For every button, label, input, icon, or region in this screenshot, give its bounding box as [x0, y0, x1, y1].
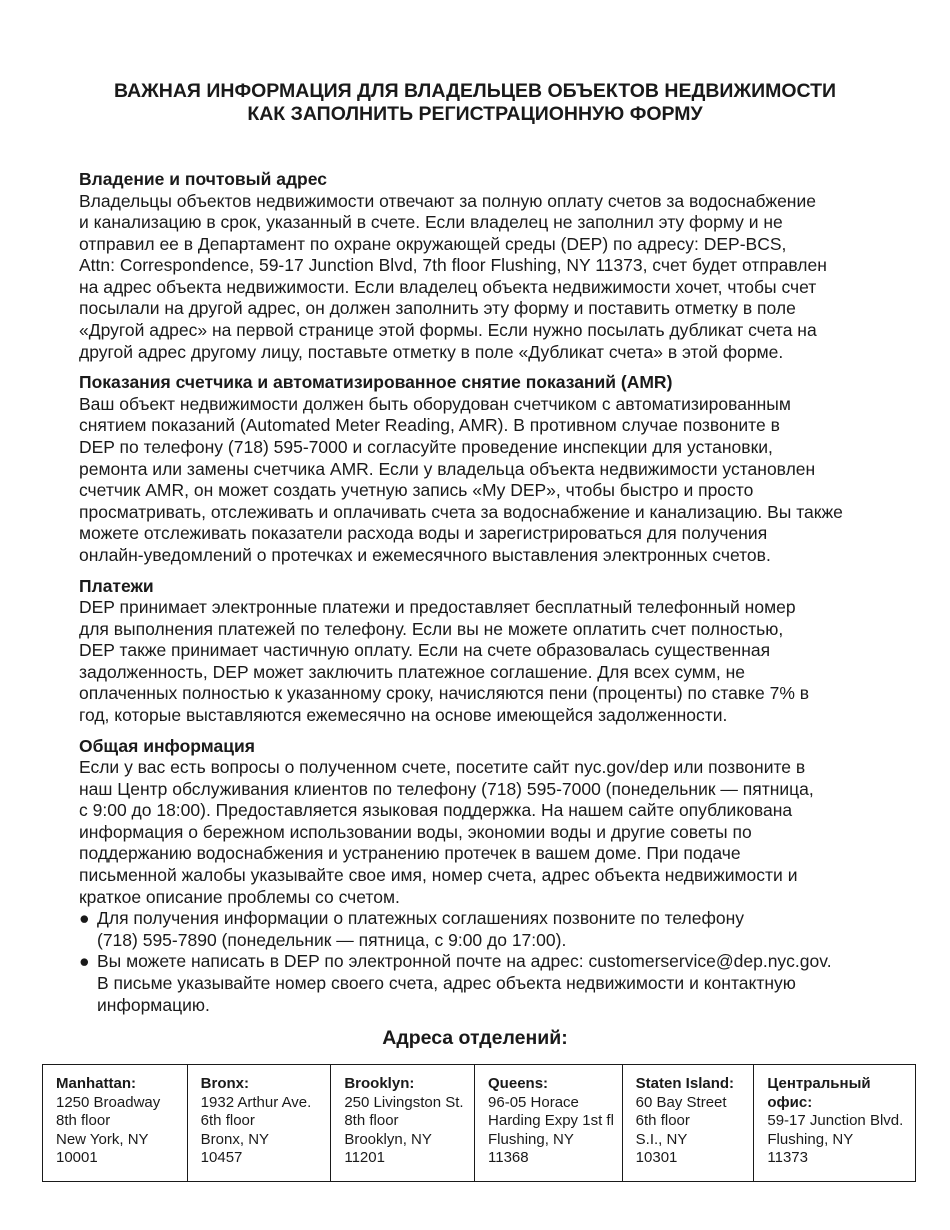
paragraph-line: на адрес объекта недвижимости. Если владелец объекта недвижимости хочет, чтобы счет: [79, 276, 817, 297]
office-address-line: S.I., NY: [635, 1130, 688, 1148]
paragraph-line: снятием показаний (Automated Meter Reading, AMR). В противном случае позвоните в: [79, 415, 780, 436]
paragraph-line: просматривать, отслеживать и оплачивать счета за водоснабжение и канализацию. Вы также: [79, 501, 843, 522]
office-address-line: Harding Expy 1st fl: [488, 1112, 614, 1130]
office-address-line: 59-17 Junction Blvd.: [767, 1112, 904, 1130]
paragraph-line: Если у вас есть вопросы о полученном счете, посетите сайт nyc.gov/dep или позвоните в: [79, 757, 806, 778]
paragraph-line: Attn: Correspondence, 59-17 Junction Blvd, 7th floor Flushing, NY 11373, счет будет отправлен: [79, 255, 827, 276]
office-name: Brooklyn:: [344, 1075, 415, 1092]
bullet-line: информацию.: [97, 994, 210, 1015]
office-name: Staten Island:: [635, 1075, 735, 1092]
section-heading: Общая информация: [79, 735, 255, 756]
paragraph-line: счетчик AMR, он может создать учетную запись «My DEP», чтобы быстро и просто: [79, 480, 754, 501]
office-address-line: 1250 Broadway: [56, 1093, 161, 1111]
paragraph-line: DEP также принимает частичную оплату. Если на счете образовалась существенная: [79, 640, 771, 661]
office-address-line: 11373: [767, 1149, 808, 1167]
offices-title: Адреса отделений:: [382, 1027, 568, 1049]
office-address-line: 6th floor: [635, 1112, 690, 1130]
office-address-line: 60 Bay Street: [635, 1093, 727, 1111]
paragraph-line: наш Центр обслуживания клиентов по телефону (718) 595-7000 (понедельник — пятница,: [79, 778, 814, 799]
paragraph-line: посылали на другой адрес, он должен заполнить эту форму и поставить отметку в поле: [79, 298, 796, 319]
office-name: Manhattan:: [56, 1075, 136, 1092]
paragraph-line: оплаченных полностью к указанному сроку, начисляются пени (проценты) по ставке 7% в: [79, 683, 810, 704]
paragraph-line: краткое описание проблемы со счетом.: [79, 886, 400, 907]
office-name: Queens:: [488, 1075, 549, 1092]
bullet-line: Вы можете написать в DEP по электронной почте на адрес: customerservice@dep.nyc.gov.: [97, 951, 832, 972]
paragraph-line: Ваш объект недвижимости должен быть оборудован счетчиком с автоматизированным: [79, 393, 791, 414]
section-heading: Платежи: [79, 575, 154, 596]
office-address-line: 10301: [635, 1149, 678, 1167]
paragraph-line: онлайн-уведомлений о протечках и ежемесячного выставления электронных счетов.: [79, 544, 771, 565]
office-address-line: Flushing, NY: [767, 1130, 854, 1148]
bullet-line: (718) 595-7890 (понедельник — пятница, с 9:00 до 17:00).: [97, 929, 567, 950]
bullet-line: Для получения информации о платежных соглашениях позвоните по телефону: [97, 908, 745, 929]
instructions-body: [79, 169, 899, 1025]
paragraph-line: год, которые выставляются ежемесячно на основе имеющейся задолженности.: [79, 704, 728, 725]
office-cell: [754, 1065, 915, 1181]
section-heading: Показания счетчика и автоматизированное снятие показаний (AMR): [79, 372, 673, 393]
paragraph-line: для выполнения платежей по телефону. Если вы не можете оплатить счет полностью,: [79, 618, 784, 639]
paragraph-line: информация о бережном использовании воды, экономии воды и другие советы по: [79, 821, 752, 842]
offices-table: [42, 1064, 916, 1182]
paragraph-line: отправил ее в Департамент по охране окружающей среды (DEP) по адресу: DEP-BCS,: [79, 233, 787, 254]
paragraph-line: письменной жалобы указывайте свое имя, номер счета, адрес объекта недвижимости и: [79, 865, 798, 886]
office-cell: [623, 1065, 755, 1181]
office-address-line: New York, NY: [56, 1130, 149, 1148]
office-address-line: 250 Livingston St.: [344, 1093, 464, 1111]
bullet-line: В письме указывайте номер своего счета, адрес объекта недвижимости и контактную: [97, 973, 796, 993]
bullet-icon: ●: [79, 951, 90, 972]
bullet-item: [79, 951, 899, 1016]
bullet-icon: ●: [79, 908, 90, 929]
page-title: [0, 80, 950, 126]
paragraph-line: задолженность, DEP может заключить платежное соглашение. Для всех сумм, не: [79, 661, 745, 682]
office-cell: [331, 1065, 475, 1181]
section: [79, 576, 899, 727]
office-address-line: Brooklyn, NY: [344, 1130, 432, 1148]
office-address-line: 8th floor: [56, 1112, 111, 1130]
paragraph-line: DEP по телефону (718) 595-7000 и согласуйте проведение инспекции для установки,: [79, 436, 773, 457]
paragraph-line: Владельцы объектов недвижимости отвечают за полную оплату счетов за водоснабжение: [79, 190, 816, 211]
paragraph-line: поддержанию водоснабжения и устранению протечек в вашем доме. При подаче: [79, 843, 741, 864]
office-address-line: 8th floor: [344, 1112, 399, 1130]
office-name: Центральный офис:: [767, 1075, 871, 1111]
paragraph-line: и канализацию в срок, указанный в счете. Если владелец не заполнил эту форму и не: [79, 212, 783, 233]
office-cell: [475, 1065, 623, 1181]
paragraph-line: DEP принимает электронные платежи и предоставляет бесплатный телефонный номер: [79, 597, 796, 617]
section: [79, 736, 899, 1017]
paragraph-line: другой адрес другому лицу, поставьте отметку в поле «Дубликат счета» в этой форме.: [79, 341, 784, 362]
office-address-line: 11201: [344, 1149, 385, 1167]
paragraph-line: с 9:00 до 18:00). Предоставляется языковая поддержка. На нашем сайте опубликована: [79, 800, 793, 821]
paragraph-line: ремонта или замены счетчика AMR. Если у владельца объекта недвижимости установлен: [79, 458, 816, 479]
office-address-line: 10001: [56, 1149, 98, 1167]
paragraph-line: «Другой адрес» на первой странице этой формы. Если нужно посылать дубликат счета на: [79, 320, 817, 341]
office-address-line: 1932 Arthur Ave.: [200, 1093, 312, 1111]
office-address-line: 10457: [200, 1149, 243, 1167]
office-cell: [188, 1065, 332, 1181]
bullet-item: [79, 908, 899, 951]
office-address-line: 11368: [488, 1149, 529, 1167]
section: [79, 169, 899, 363]
office-address-line: Flushing, NY: [488, 1130, 574, 1148]
office-name: Bronx:: [200, 1075, 250, 1092]
paragraph-line: можете отслеживать показатели расхода воды и зарегистрироваться для получения: [79, 523, 768, 544]
title-line-2: КАК ЗАПОЛНИТЬ РЕГИСТРАЦИОННУЮ ФОРМУ: [247, 103, 703, 125]
title-line-1: ВАЖНАЯ ИНФОРМАЦИЯ ДЛЯ ВЛАДЕЛЬЦЕВ ОБЪЕКТОВ НЕДВИЖИМОСТИ: [113, 80, 837, 102]
office-address-line: 6th floor: [200, 1112, 255, 1130]
office-address-line: 96-05 Horace: [488, 1093, 579, 1111]
section-heading: Владение и почтовый адрес: [79, 169, 327, 189]
section: [79, 372, 899, 566]
office-address-line: Bronx, NY: [200, 1130, 270, 1148]
office-cell: [43, 1065, 188, 1181]
